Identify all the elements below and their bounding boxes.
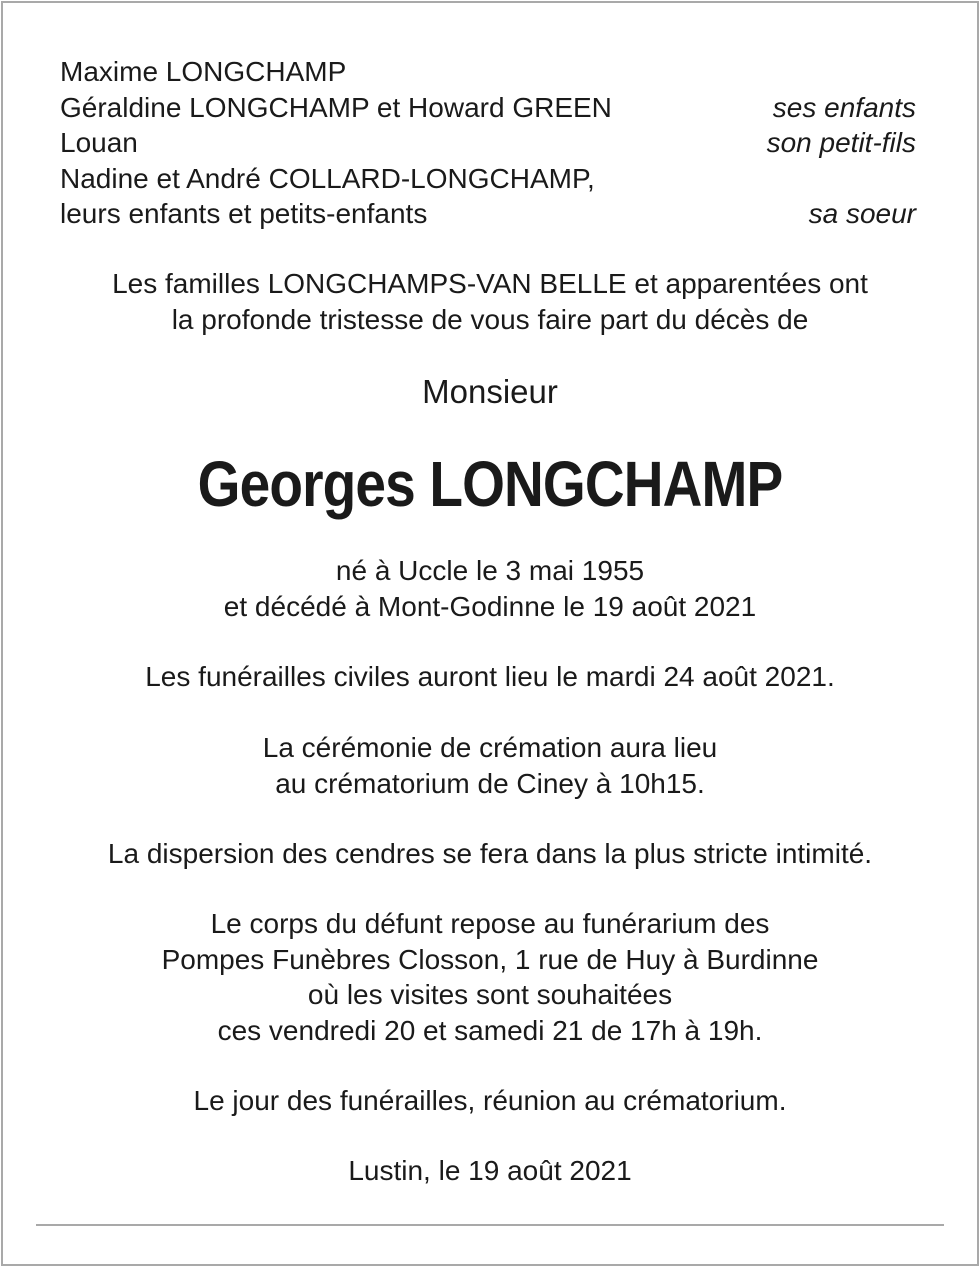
bottom-divider: [36, 1224, 944, 1226]
gathering-info: Le jour des funérailles, réunion au crématorium.: [193, 1085, 787, 1116]
family-member-name: Maxime LONGCHAMP: [60, 56, 347, 87]
family-row: [60, 196, 916, 232]
family-row: [60, 90, 916, 126]
family-relation: son petit-fils: [766, 127, 916, 158]
honorific-title: Monsieur: [422, 373, 558, 410]
birth-line: né à Uccle le 3 mai 1955: [335, 555, 645, 586]
ceremony-line: La cérémonie de crémation aura lieu: [262, 732, 718, 763]
deceased-name: Georges LONGCHAMP: [197, 448, 783, 520]
ceremony-line: au crématorium de Ciney à 10h15.: [275, 768, 705, 799]
announcement-text: [0, 266, 980, 338]
family-relation: sa soeur: [808, 198, 916, 229]
family-list: [60, 54, 916, 232]
repose-line: ces vendredi 20 et samedi 21 de 17h à 19h.: [217, 1014, 763, 1046]
dispersion-info: La dispersion des cendres se fera dans la plus stricte intimité.: [107, 838, 873, 869]
family-member-name: leurs enfants et petits-enfants: [60, 198, 428, 229]
repose-line: où les visites sont souhaitées: [307, 979, 673, 1010]
announcement-line: la profonde tristesse de vous faire part du décès de: [171, 304, 809, 335]
birth-death-info: [0, 553, 980, 625]
repose-line: Le corps du défunt repose au funérarium des: [210, 908, 770, 939]
death-line: et décédé à Mont-Godinne le 19 août 2021: [223, 591, 757, 622]
family-row: [60, 161, 916, 197]
repose-info: [0, 906, 980, 1048]
family-relation: ses enfants: [772, 91, 916, 123]
ceremony-info: [0, 730, 980, 802]
family-member-name: Louan: [60, 127, 138, 158]
announcement-line: Les familles LONGCHAMPS-VAN BELLE et apparentées ont: [112, 268, 868, 299]
family-member-name: Nadine et André COLLARD-LONGCHAMP,: [60, 162, 595, 194]
funeral-info: Les funérailles civiles auront lieu le mardi 24 août 2021.: [145, 661, 835, 692]
repose-line: Pompes Funèbres Closson, 1 rue de Huy à Burdinne: [161, 943, 819, 975]
family-row: [60, 54, 916, 90]
family-row: [60, 125, 916, 161]
family-member-name: Géraldine LONGCHAMP et Howard GREEN: [60, 91, 612, 123]
place-and-date: Lustin, le 19 août 2021: [348, 1155, 632, 1186]
